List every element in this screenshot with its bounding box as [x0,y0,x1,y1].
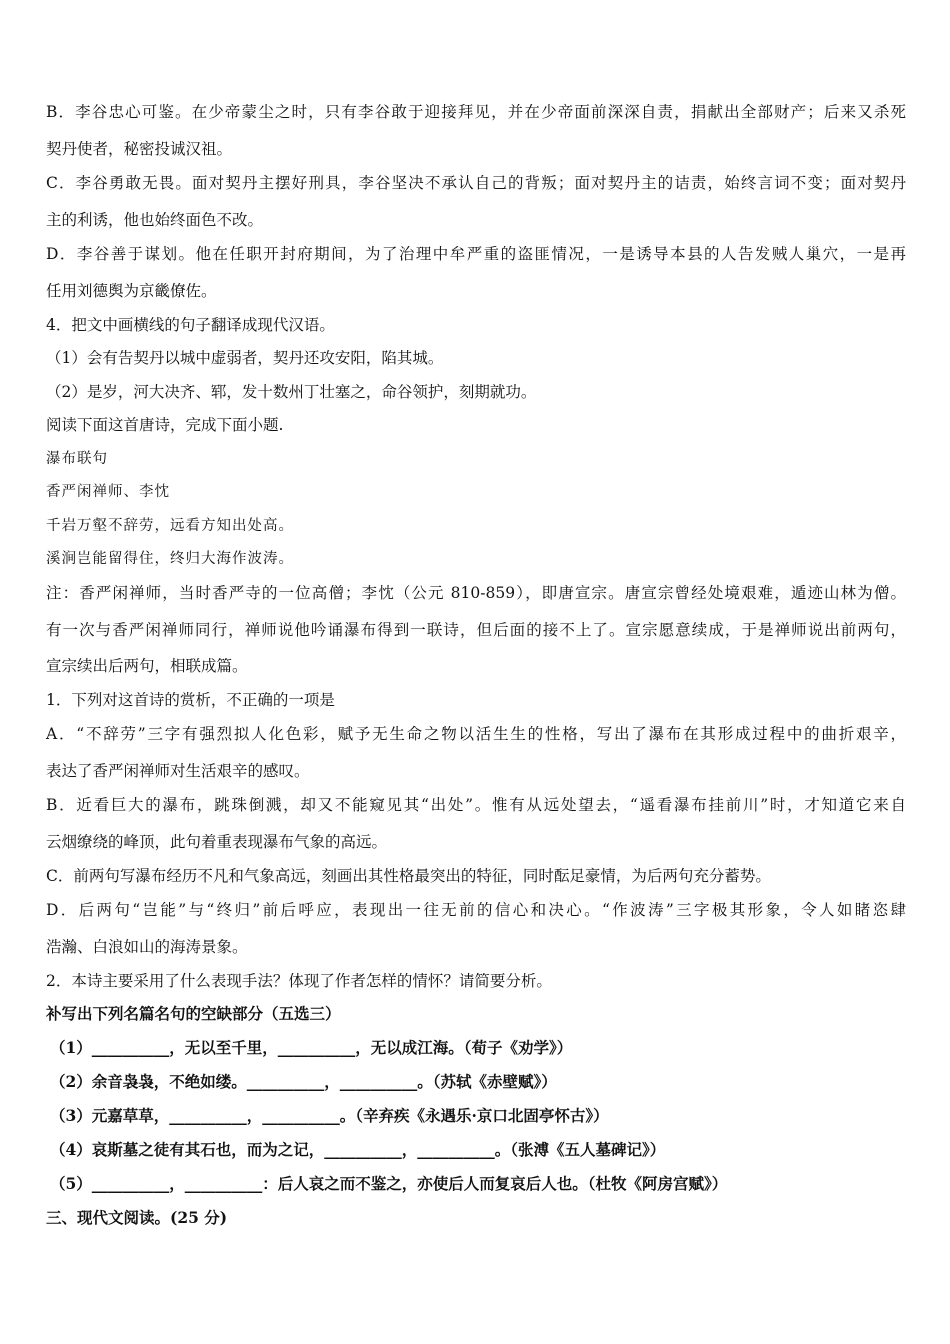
q4-item-2: （2）是岁，河大决齐、郓，发十数州丁壮塞之，命谷领护，刻期就功。 [46,383,537,401]
poem-q1-option-a-line2: 表达了香严闲禅师对生活艰辛的感叹。 [46,762,310,780]
q4-item-1: （1）会有告契丹以城中虚弱者，契丹还攻安阳，陷其城。 [46,349,444,367]
poem-note-line1: 注：香严闲禅师，当时香严寺的一位高僧；李忱（公元 810-859），即唐宣宗。唐宣宗曾经处境艰难，遁迹山林为僧。 [46,584,906,602]
poem-line-1: 千岩万壑不辞劳，远看方知出处高。 [46,518,294,534]
q3-option-b-line2: 契丹使者，秘密投诚汉祖。 [46,140,233,158]
poem-q1-question: 1．下列对这首诗的赏析，不正确的一项是 [46,691,335,709]
q3-option-c-line2: 主的利诱，他也始终面色不改。 [46,211,264,229]
fill-blanks-item-5: （5）__________，__________：后人哀之而不鉴之，亦使后人而复哀后人也。（杜牧《阿房宫赋》） [50,1174,728,1193]
poem-q1-option-a-line1: A．“不辞劳”三字有强烈拟人化色彩，赋予无生命之物以活生生的性格，写出了瀑布在其形成过程中的曲折艰辛， [46,725,906,743]
section-3-heading: 三、现代文阅读。(25 分) [46,1208,228,1227]
q4-question: 4．把文中画横线的句子翻译成现代汉语。 [46,316,335,334]
q3-option-d-line1: D．李谷善于谋划。他在任职开封府期间，为了治理中牟严重的盗匪情况，一是诱导本县的人告发贼人巢穴，一是再 [46,245,906,263]
q3-option-c-line1: C．李谷勇敢无畏。面对契丹主摆好刑具，李谷坚决不承认自己的背叛；面对契丹主的诘责，始终言词不变；面对契丹 [46,174,906,192]
poem-note-line2: 有一次与香严闲禅师同行，禅师说他吟诵瀑布得到一联诗，但后面的接不上了。宣宗愿意续成，于是禅师说出前两句， [46,621,906,639]
poem-line-2: 溪涧岂能留得住，终归大海作波涛。 [46,551,294,567]
fill-blanks-item-2: （2）余音袅袅，不绝如缕。__________，__________。（苏轼《赤壁赋》） [50,1072,557,1091]
fill-blanks-item-3: （3）元嘉草草，__________，__________。（辛弃疾《永遇乐·京口北固亭怀古》） [50,1106,609,1125]
poem-q2-question: 2．本诗主要采用了什么表现手法？体现了作者怎样的情怀？请简要分析。 [46,972,552,990]
fill-blanks-heading: 补写出下列名篇名句的空缺部分（五选三） [46,1004,341,1023]
poem-q1-option-d-line2: 浩瀚、白浪如山的海涛景象。 [46,938,248,956]
poem-note-line3: 宣宗续出后两句，相联成篇。 [46,657,248,675]
q3-option-d-line2: 任用刘德舆为京畿僚佐。 [46,282,217,300]
poem-q1-option-b-line2: 云烟缭绕的峰顶，此句着重表现瀑布气象的高远。 [46,833,388,851]
poem-q1-option-b-line1: B．近看巨大的瀑布，跳珠倒溅，却又不能窥见其“出处”。惟有从远处望去，“遥看瀑布挂前川”时，才知道它来自 [46,796,906,814]
fill-blanks-item-4: （4）哀斯墓之徒有其石也，而为之记，__________，__________。（张溥《五人墓碑记》） [50,1140,666,1159]
poem-q1-option-c-line1: C．前两句写瀑布经历不凡和气象高远，刻画出其性格最突出的特征，同时酝足豪情，为后两句充分蓄势。 [46,867,771,885]
q3-option-b-line1: B．李谷忠心可鉴。在少帝蒙尘之时，只有李谷敢于迎接拜见，并在少帝面前深深自责，捐献出全部财产；后来又杀死 [46,103,906,121]
poem-intro: 阅读下面这首唐诗，完成下面小题. [46,416,284,434]
fill-blanks-item-1: （1）__________，无以至千里，__________，无以成江海。（荀子《劝学》） [50,1038,573,1057]
poem-title: 瀑布联句 [46,451,108,467]
poem-q1-option-d-line1: D．后两句“岂能”与“终归”前后呼应，表现出一往无前的信心和决心。“作波涛”三字极其形象，令人如睹恣肆 [46,901,906,919]
poem-authors: 香严闲禅师、李忱 [46,484,170,500]
